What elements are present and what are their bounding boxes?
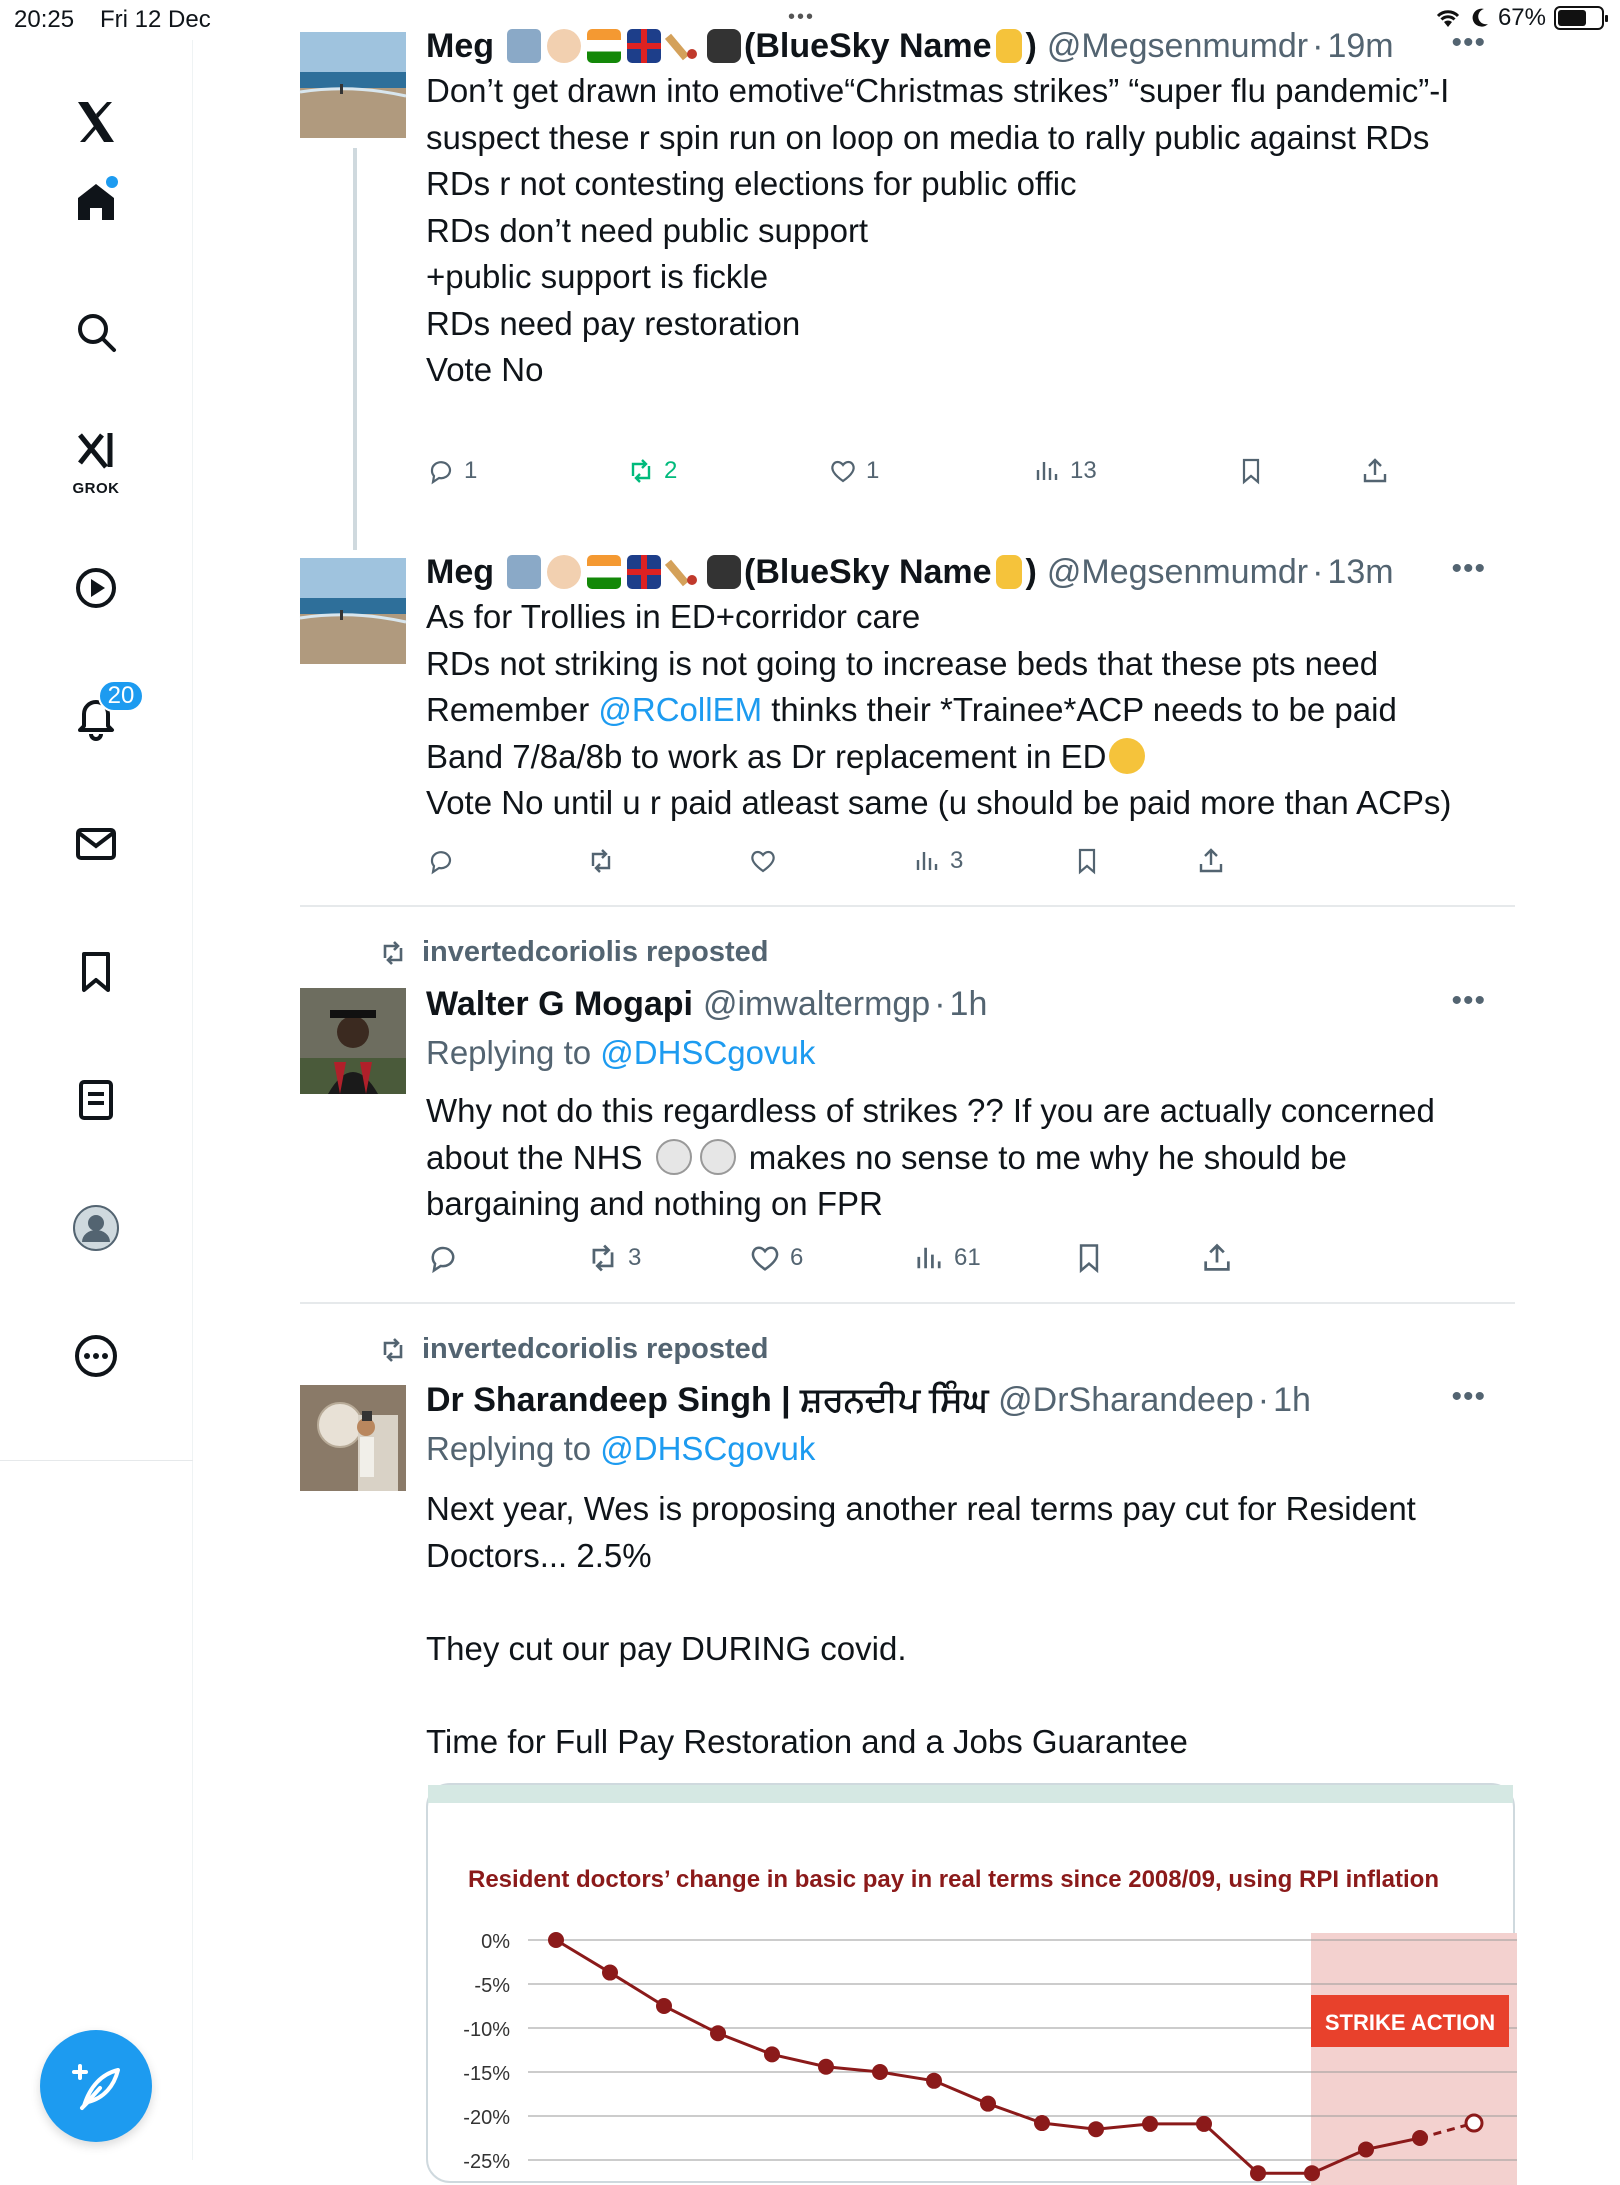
avatar[interactable]	[300, 988, 406, 1094]
repost-count: 3	[628, 1244, 642, 1271]
name-emoji-group	[504, 555, 744, 589]
replying-to	[426, 1426, 1516, 1472]
bookmark-icon	[1072, 846, 1102, 876]
replying-to	[426, 1030, 1516, 1076]
reply-button[interactable]	[426, 1241, 460, 1275]
y-tick-label: -20%	[463, 2107, 510, 2129]
data-point	[1034, 2115, 1050, 2131]
like-button[interactable]	[748, 1241, 803, 1275]
avatar[interactable]	[300, 1385, 406, 1491]
reply-button[interactable]	[426, 846, 456, 876]
battery-percent: 67%	[1497, 4, 1546, 31]
point-down-emoji-icon	[996, 555, 1022, 589]
tweet-text	[426, 594, 1506, 827]
home-icon[interactable]	[60, 166, 132, 238]
chart	[428, 1785, 1517, 2185]
bookmark-icon	[1072, 1241, 1106, 1275]
view-count: 61	[954, 1244, 981, 1271]
like-count: 1	[866, 457, 880, 484]
y-tick-label: 0%	[481, 1931, 510, 1953]
heart-icon	[828, 456, 858, 486]
home-unread-dot	[106, 176, 118, 188]
india-flag-icon	[587, 29, 621, 63]
tweet-text: Don’t get drawn into emotive“Christmas strikes” “super flu pandemic”-I suspect these r spin run on loop on media to rally public against RDs RDs r not contesting elections for public offic RDs don’t need public support +public support is fickle RDs need pay restoration Vote No	[426, 72, 1450, 388]
reply-icon	[426, 456, 456, 486]
repost-count: 2	[664, 457, 678, 484]
replying-to-link[interactable]: @DHSCgovuk	[600, 1430, 816, 1467]
author-name[interactable]: Walter G Mogapi	[426, 985, 693, 1023]
data-point	[656, 1998, 672, 2014]
views-button[interactable]	[912, 1241, 981, 1275]
x-logo-icon[interactable]	[60, 86, 132, 158]
views-icon	[912, 846, 942, 876]
tweet-divider	[300, 1302, 1515, 1304]
data-point	[1304, 2165, 1320, 2181]
repost-button[interactable]	[586, 846, 616, 876]
author-handle[interactable]: @imwaltermgp	[702, 985, 931, 1023]
share-icon	[1360, 456, 1390, 486]
tweet-header	[426, 550, 1516, 594]
views-icon	[1032, 456, 1062, 486]
post-time[interactable]: 1h	[949, 985, 988, 1023]
data-point	[1250, 2165, 1266, 2181]
tweet-text-part-2: makes no sense to me why he should be bargaining and nothing on FPR	[426, 1138, 1347, 1222]
repost-icon	[378, 938, 408, 968]
post-time[interactable]: 19m	[1327, 27, 1394, 65]
author-name[interactable]: Dr Sharandeep Singh | ਸ਼ਰਨਦੀਪ ਸਿੰਘ	[426, 1381, 989, 1419]
tweet-4[interactable]	[426, 1378, 1516, 1765]
repost-indicator[interactable]	[378, 936, 769, 969]
thread-connector	[353, 148, 357, 550]
bookmark-button[interactable]	[1236, 456, 1266, 486]
tweet-text: Next year, Wes is proposing another real terms pay cut for Resident Doctors... 2.5% They cut our pay DURING covid. Time for Full Pay Restoration and a Jobs Guarantee	[426, 1490, 1416, 1760]
name-emoji-group	[504, 29, 744, 63]
data-point	[872, 2064, 888, 2080]
bookmark-button[interactable]	[1072, 846, 1102, 876]
tweet-text-part-2: thinks their *Trainee*ACP needs to be paid Band 7/8a/8b to work as Dr replacement in ED	[426, 691, 1397, 775]
avatar[interactable]	[300, 32, 406, 138]
data-point	[710, 2025, 726, 2041]
india-flag-icon	[587, 555, 621, 589]
share-icon	[1196, 846, 1226, 876]
views-icon	[912, 1241, 946, 1275]
tweet-3[interactable]	[426, 982, 1516, 1228]
data-point	[980, 2096, 996, 2112]
views-button[interactable]	[912, 846, 963, 876]
author-name[interactable]: Meg	[426, 27, 494, 65]
sidebar	[0, 40, 193, 2160]
author-name[interactable]: Meg	[426, 553, 494, 591]
chart-title: Resident doctors’ change in basic pay in real terms since 2008/09, using RPI inflation	[468, 1866, 1439, 1893]
data-point	[1466, 2115, 1482, 2131]
cricket-emoji-icon	[667, 555, 701, 589]
separator-dot: ·	[934, 985, 946, 1023]
data-point	[926, 2073, 942, 2089]
mention-link[interactable]: @RCollEM	[598, 691, 763, 728]
family-emoji-icon	[507, 29, 541, 63]
like-count: 6	[790, 1244, 804, 1271]
avatar[interactable]	[300, 558, 406, 664]
bookmark-button[interactable]	[1072, 1241, 1106, 1275]
repost-icon	[586, 1241, 620, 1275]
profile-icon[interactable]	[60, 1192, 132, 1264]
search-icon[interactable]	[60, 296, 132, 368]
uk-flag-icon	[627, 29, 661, 63]
compose-post-button[interactable]	[40, 2030, 152, 2142]
data-point	[1358, 2141, 1374, 2157]
share-icon	[1200, 1241, 1234, 1275]
replying-prefix: Replying to	[426, 1034, 601, 1071]
separator-dot: ·	[1312, 553, 1324, 591]
tweet-header	[426, 982, 1516, 1026]
doctor-emoji-icon	[547, 555, 581, 589]
share-button[interactable]	[1200, 1241, 1234, 1275]
grok-label: GROK	[72, 480, 120, 497]
strike-region	[1311, 1933, 1517, 2185]
bookmark-icon	[1236, 456, 1266, 486]
replying-to-link[interactable]: @DHSCgovuk	[600, 1034, 816, 1071]
data-point	[1142, 2116, 1158, 2132]
author-name-suffix: (BlueSky Name	[744, 27, 992, 65]
tweet-header	[426, 1378, 1516, 1422]
repost-by-label: invertedcoriolis reposted	[422, 1333, 769, 1365]
data-point	[818, 2059, 834, 2075]
data-point	[764, 2046, 780, 2062]
share-button[interactable]	[1360, 456, 1390, 486]
lists-icon[interactable]	[60, 1064, 132, 1136]
more-icon[interactable]	[60, 1320, 132, 1392]
skull-crossbones-emoji-icon	[656, 1139, 692, 1175]
uk-flag-icon	[627, 555, 661, 589]
more-options-icon[interactable]: •••	[1451, 552, 1486, 585]
skull-crossbones-emoji-icon	[700, 1139, 736, 1175]
reply-icon	[426, 1241, 460, 1275]
view-count: 13	[1070, 457, 1097, 484]
author-handle[interactable]: @Megsenmumdr	[1046, 27, 1309, 65]
share-button[interactable]	[1196, 846, 1226, 876]
y-tick-label: -25%	[463, 2151, 510, 2173]
more-options-icon[interactable]: •••	[1451, 984, 1486, 1017]
tweet-1[interactable]	[426, 24, 1516, 394]
battery-fill	[1558, 10, 1586, 26]
sidebar-divider	[0, 1460, 193, 1461]
status-time: 20:25	[14, 6, 75, 33]
y-tick-label: -5%	[474, 1975, 510, 1997]
replying-prefix: Replying to	[426, 1430, 601, 1467]
battery-icon	[1554, 6, 1604, 30]
tweet-text-part-3: Vote No until u r paid atleast same (u should be paid more than ACPs)	[426, 784, 1452, 821]
doctor-emoji-icon	[547, 29, 581, 63]
repost-by-label: invertedcoriolis reposted	[422, 936, 769, 968]
repost-icon	[586, 846, 616, 876]
data-point	[602, 1965, 618, 1981]
cricket-emoji-icon	[667, 29, 701, 63]
video-icon[interactable]	[60, 552, 132, 624]
multitask-dots-icon[interactable]: •••	[788, 6, 816, 28]
data-point	[1196, 2116, 1212, 2132]
reply-icon	[426, 846, 456, 876]
repost-icon	[378, 1335, 408, 1365]
like-button[interactable]	[748, 846, 778, 876]
view-count: 3	[950, 847, 964, 874]
y-tick-label: -10%	[463, 2019, 510, 2041]
author-name-end: )	[1025, 553, 1037, 591]
tweet-text-part-1: Why not do this regardless of strikes ?? If you are actually concerned about the NHS	[426, 1092, 1435, 1176]
repost-button[interactable]	[586, 1241, 641, 1275]
more-options-icon[interactable]: •••	[1451, 1380, 1486, 1413]
family-emoji-icon	[507, 555, 541, 589]
status-date: Fri 12 Dec	[100, 6, 211, 33]
tweet-divider	[300, 905, 1515, 907]
author-handle[interactable]: @Megsenmumdr	[1046, 553, 1309, 591]
reply-count: 1	[464, 457, 478, 484]
repost-indicator[interactable]	[378, 1333, 769, 1366]
messages-icon[interactable]	[60, 808, 132, 880]
tweet-text-part-1: As for Trollies in ED+corridor care RDs not striking is not going to increase beds that these pts need Remember	[426, 598, 1379, 728]
bookmarks-icon[interactable]	[60, 936, 132, 1008]
strike-action-label: STRIKE ACTION	[1324, 2010, 1496, 2035]
data-point	[1412, 2130, 1428, 2146]
series-line	[556, 1940, 1420, 2173]
feather-plus-icon	[66, 2056, 126, 2116]
repost-button[interactable]	[626, 456, 677, 486]
grok-icon[interactable]	[60, 424, 132, 496]
separator-dot: ·	[1257, 1381, 1270, 1419]
author-handle[interactable]: @DrSharandeep	[998, 1381, 1254, 1419]
camera-emoji-icon	[707, 29, 741, 63]
point-down-emoji-icon	[996, 29, 1022, 63]
eye-roll-emoji-icon	[1109, 738, 1145, 774]
author-name-suffix: (BlueSky Name	[744, 553, 992, 591]
tweet-2[interactable]	[426, 550, 1516, 827]
data-point	[548, 1932, 564, 1948]
post-time[interactable]: 1h	[1273, 1381, 1311, 1419]
tweet-image-chart[interactable]	[426, 1783, 1515, 2183]
heart-icon	[748, 1241, 782, 1275]
y-tick-label: -15%	[463, 2063, 510, 2085]
repost-icon	[626, 456, 656, 486]
notifications-icon[interactable]	[60, 680, 135, 752]
tweet-text	[426, 1088, 1516, 1228]
reply-button[interactable]	[426, 456, 477, 486]
author-name-end: )	[1025, 27, 1037, 65]
separator-dot: ·	[1312, 27, 1324, 65]
like-button[interactable]	[828, 456, 879, 486]
heart-icon	[748, 846, 778, 876]
more-options-icon[interactable]: •••	[1451, 26, 1486, 59]
tweet-header	[426, 24, 1516, 68]
post-time[interactable]: 13m	[1327, 553, 1394, 591]
notifications-badge: 20	[98, 680, 144, 712]
camera-emoji-icon	[707, 555, 741, 589]
data-point	[1088, 2121, 1104, 2137]
views-button[interactable]	[1032, 456, 1097, 486]
